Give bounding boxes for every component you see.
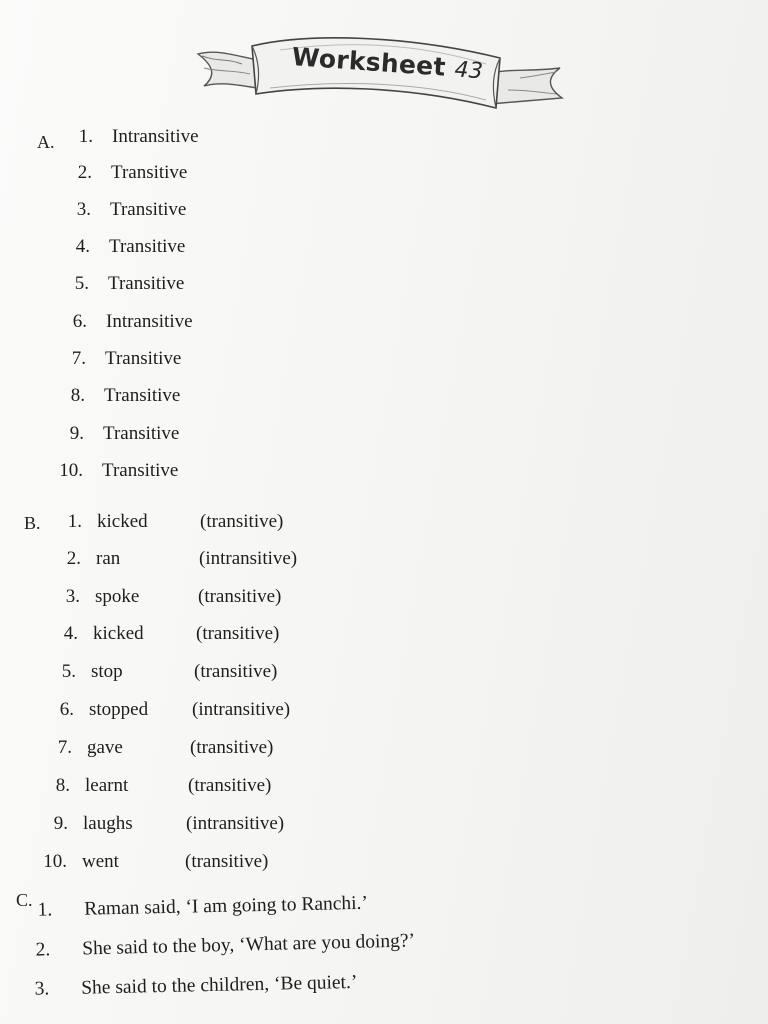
item-number: 10. bbox=[43, 851, 67, 872]
item-verb-type: (transitive) bbox=[185, 851, 269, 872]
item-number: 6. bbox=[72, 311, 87, 332]
item-answer: Transitive bbox=[109, 236, 186, 257]
item-number: 9. bbox=[69, 423, 84, 444]
item-number: 3. bbox=[65, 586, 80, 607]
item-number: 5. bbox=[61, 661, 76, 682]
item-number: 10. bbox=[59, 460, 83, 481]
item-number: 5. bbox=[74, 273, 89, 294]
item-number: 9. bbox=[53, 813, 68, 834]
item-verb-type: (transitive) bbox=[196, 623, 280, 644]
item-verb-type: (intransitive) bbox=[192, 699, 291, 720]
section-a-label: A. bbox=[37, 132, 55, 152]
item-number: 1. bbox=[78, 126, 93, 147]
worksheet-title-text: Worksheet bbox=[290, 42, 447, 82]
item-sentence: She said to the boy, ‘What are you doing?’ bbox=[81, 930, 416, 960]
item-number: 6. bbox=[59, 699, 74, 720]
item-number: 4. bbox=[63, 623, 78, 644]
item-verb: went bbox=[82, 851, 119, 872]
item-verb-type: (transitive) bbox=[194, 661, 278, 682]
item-answer: Transitive bbox=[105, 348, 182, 369]
item-verb-type: (transitive) bbox=[190, 737, 274, 758]
item-number: 3. bbox=[34, 978, 50, 1000]
item-verb: ran bbox=[96, 548, 121, 569]
item-answer: Transitive bbox=[104, 385, 181, 406]
item-number: 4. bbox=[75, 236, 90, 257]
item-number: 2. bbox=[66, 548, 81, 569]
item-answer: Transitive bbox=[108, 273, 185, 294]
item-number: 1. bbox=[37, 899, 53, 921]
item-number: 2. bbox=[77, 162, 92, 183]
worksheet-banner bbox=[190, 28, 570, 118]
section-c-label: C. bbox=[16, 890, 33, 910]
item-verb: spoke bbox=[95, 586, 140, 607]
item-answer: Transitive bbox=[103, 423, 180, 444]
item-number: 8. bbox=[55, 775, 70, 796]
item-number: 3. bbox=[76, 199, 91, 220]
item-number: 2. bbox=[35, 939, 51, 961]
item-verb: gave bbox=[87, 737, 123, 758]
item-verb: stopped bbox=[89, 699, 149, 720]
item-verb-type: (intransitive) bbox=[199, 548, 298, 569]
item-number: 1. bbox=[67, 511, 82, 532]
item-verb-type: (intransitive) bbox=[186, 813, 285, 834]
item-answer: Transitive bbox=[110, 199, 187, 220]
item-number: 7. bbox=[57, 737, 72, 758]
item-answer: Intransitive bbox=[106, 311, 193, 332]
item-verb: kicked bbox=[93, 623, 144, 644]
item-verb-type: (transitive) bbox=[188, 775, 272, 796]
item-answer: Intransitive bbox=[112, 126, 199, 147]
item-sentence: She said to the children, ‘Be quiet.’ bbox=[80, 971, 358, 999]
item-answer: Transitive bbox=[102, 460, 179, 481]
item-answer: Transitive bbox=[111, 162, 188, 183]
section-b-label: B. bbox=[24, 513, 41, 533]
item-verb: learnt bbox=[85, 775, 129, 796]
item-verb: laughs bbox=[83, 813, 133, 834]
item-verb: stop bbox=[91, 661, 123, 682]
item-sentence: Raman said, ‘I am going to Ranchi.’ bbox=[83, 892, 369, 920]
item-number: 7. bbox=[71, 348, 86, 369]
item-verb-type: (transitive) bbox=[198, 586, 282, 607]
item-verb: kicked bbox=[97, 511, 148, 532]
worksheet-number: 43 bbox=[453, 57, 484, 85]
item-verb-type: (transitive) bbox=[200, 511, 284, 532]
item-number: 8. bbox=[70, 385, 85, 406]
